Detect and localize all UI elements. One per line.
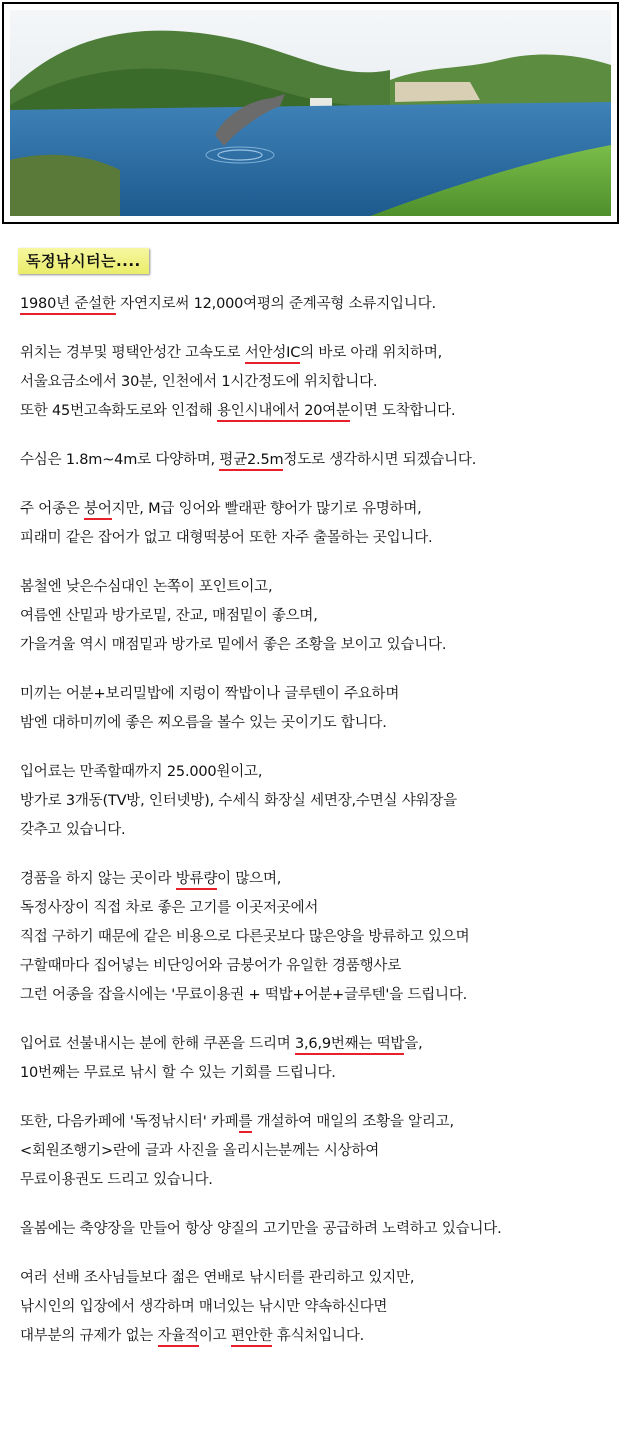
text-line: [20, 1059, 618, 1088]
text-segment: 서울요금소에서 30분, 인천에서 1시간정도에 위치합니다.: [20, 374, 378, 390]
text-line: [20, 397, 618, 426]
underlined-text: 방류량: [176, 871, 217, 890]
text-line: [20, 290, 618, 319]
paragraph: [20, 1108, 618, 1195]
text-line: [20, 787, 618, 816]
underlined-text: 서안성IC: [245, 345, 300, 364]
text-segment: 방가로 3개동(TV방, 인터넷방), 수세식 화장실 세면장,수면실 샤워장을: [20, 793, 457, 809]
text-line: [20, 573, 618, 602]
text-segment: 을,: [404, 1036, 423, 1052]
text-segment: 피래미 같은 잡어가 없고 대형떡붕어 또한 자주 출몰하는 곳입니다.: [20, 530, 433, 546]
text-line: [20, 1293, 618, 1322]
text-segment: 입어료는 만족할때까지 25.000원이고,: [20, 764, 263, 780]
text-segment: <회원조행기>란에 글과 사진을 올리시는분께는 시상하여: [20, 1143, 380, 1159]
text-segment: 위치는 경부및 평택안성간 고속도로: [20, 345, 245, 361]
text-segment: 의 바로 아래 위치하며,: [300, 345, 443, 361]
text-segment: 독정사장이 직접 차로 좋은 고기를 이곳저곳에서: [20, 900, 319, 916]
text-line: [20, 865, 618, 894]
underlined-text: 용인시내에서 20여분: [217, 403, 350, 422]
text-line: [20, 495, 618, 524]
text-line: [20, 894, 618, 923]
text-line: [20, 1264, 618, 1293]
paragraph: [20, 865, 618, 1010]
text-segment: 구할때마다 집어넣는 비단잉어와 금붕어가 유일한 경품행사로: [20, 958, 402, 974]
text-line: [20, 816, 618, 845]
text-line: [20, 1215, 618, 1244]
text-segment: 10번째는 무료로 낚시 할 수 있는 기회를 드립니다.: [20, 1065, 336, 1081]
text-line: [20, 758, 618, 787]
text-segment: 대부분의 규제가 없는: [20, 1328, 158, 1344]
text-line: [20, 1030, 618, 1059]
text-segment: 이고: [198, 1328, 231, 1344]
text-segment: 또한 45번고속화도로와 인접해: [20, 403, 217, 419]
underlined-text: 를: [239, 1114, 253, 1133]
underlined-text: 편안한: [231, 1328, 272, 1347]
text-line: [20, 923, 618, 952]
text-segment: 경품을 하지 않는 곳이라: [20, 871, 176, 887]
text-line: [20, 631, 618, 660]
paragraph: [20, 339, 618, 426]
clearing: [395, 82, 480, 102]
paragraph: [20, 1215, 618, 1244]
text-segment: 정도로 생각하시면 되겠습니다.: [283, 452, 477, 468]
text-line: [20, 1108, 618, 1137]
text-segment: 봄철엔 낮은수심대인 논쪽이 포인트이고,: [20, 579, 273, 595]
paragraph: [20, 573, 618, 660]
text-segment: 가을겨울 역시 매점밑과 방가로 밑에서 좋은 조황을 보이고 있습니다.: [20, 637, 447, 653]
text-segment: 밤엔 대하미끼에 좋은 찌오름을 볼수 있는 곳이기도 합니다.: [20, 715, 387, 731]
text-segment: 낚시인의 입장에서 생각하며 매너있는 낚시만 약속하신다면: [20, 1299, 388, 1315]
text-segment: 또한, 다음카페에 '독정낚시터' 카페: [20, 1114, 239, 1130]
text-line: [20, 709, 618, 738]
paragraph: [20, 1030, 618, 1088]
paragraph: [20, 1264, 618, 1351]
text-line: [20, 1166, 618, 1195]
header-photo-frame: [2, 2, 619, 224]
underlined-text: 3,6,9번째는 떡밥: [295, 1036, 404, 1055]
underlined-text: 1980년 준설한: [20, 296, 116, 315]
text-line: [20, 1322, 618, 1351]
text-segment: 입어료 선불내시는 분에 한해 쿠폰을 드리며: [20, 1036, 295, 1052]
text-line: [20, 524, 618, 553]
text-segment: 여름엔 산밑과 방가로밑, 잔교, 매점밑이 좋으며,: [20, 608, 318, 624]
text-segment: 여러 선배 조사님들보다 젊은 연배로 낚시터를 관리하고 있지만,: [20, 1270, 415, 1286]
text-line: [20, 952, 618, 981]
text-line: [20, 1137, 618, 1166]
paragraph: [20, 290, 618, 319]
text-segment: 이 많으며,: [217, 871, 282, 887]
text-line: [20, 368, 618, 397]
text-segment: 직접 구하기 때문에 같은 비용으로 다른곳보다 많은양을 방류하고 있으며: [20, 929, 470, 945]
text-segment: 미끼는 어분+보리밀밥에 지렁이 짝밥이나 글루텐이 주요하며: [20, 686, 400, 702]
page-heading: 독정낚시터는....: [18, 248, 149, 274]
lake-photo: [10, 10, 611, 216]
text-line: [20, 981, 618, 1010]
shore-left: [10, 155, 120, 216]
underlined-text: 자율적: [158, 1328, 199, 1347]
text-segment: 이면 도착합니다.: [349, 403, 456, 419]
text-segment: 자연지로써 12,000여평의 준계곡형 소류지입니다.: [115, 296, 436, 312]
paragraph: [20, 495, 618, 553]
text-line: [20, 446, 618, 475]
underlined-text: 평균2.5m: [219, 452, 283, 471]
text-line: [20, 602, 618, 631]
text-segment: 지만, M급 잉어와 빨래판 향어가 많기로 유명하며,: [111, 501, 422, 517]
building: [310, 98, 332, 107]
text-segment: 무료이용권도 드리고 있습니다.: [20, 1172, 213, 1188]
paragraph: [20, 446, 618, 475]
text-line: [20, 680, 618, 709]
text-line: [20, 339, 618, 368]
paragraph: [20, 758, 618, 845]
description-body: [20, 290, 618, 1371]
underlined-text: 붕어: [84, 501, 112, 520]
text-segment: 수심은 1.8m~4m로 다양하며,: [20, 452, 220, 468]
text-segment: 갖추고 있습니다.: [20, 822, 126, 838]
text-segment: 그런 어종을 잡을시에는 '무료이용권 + 떡밥+어분+글루텐'을 드립니다.: [20, 987, 468, 1003]
paragraph: [20, 680, 618, 738]
text-segment: 개설하여 매일의 조황을 알리고,: [252, 1114, 454, 1130]
text-segment: 올봄에는 축양장을 만들어 항상 양질의 고기만을 공급하려 노력하고 있습니다.: [20, 1221, 502, 1237]
text-segment: 휴식처입니다.: [272, 1328, 365, 1344]
text-segment: 주 어종은: [20, 501, 85, 517]
